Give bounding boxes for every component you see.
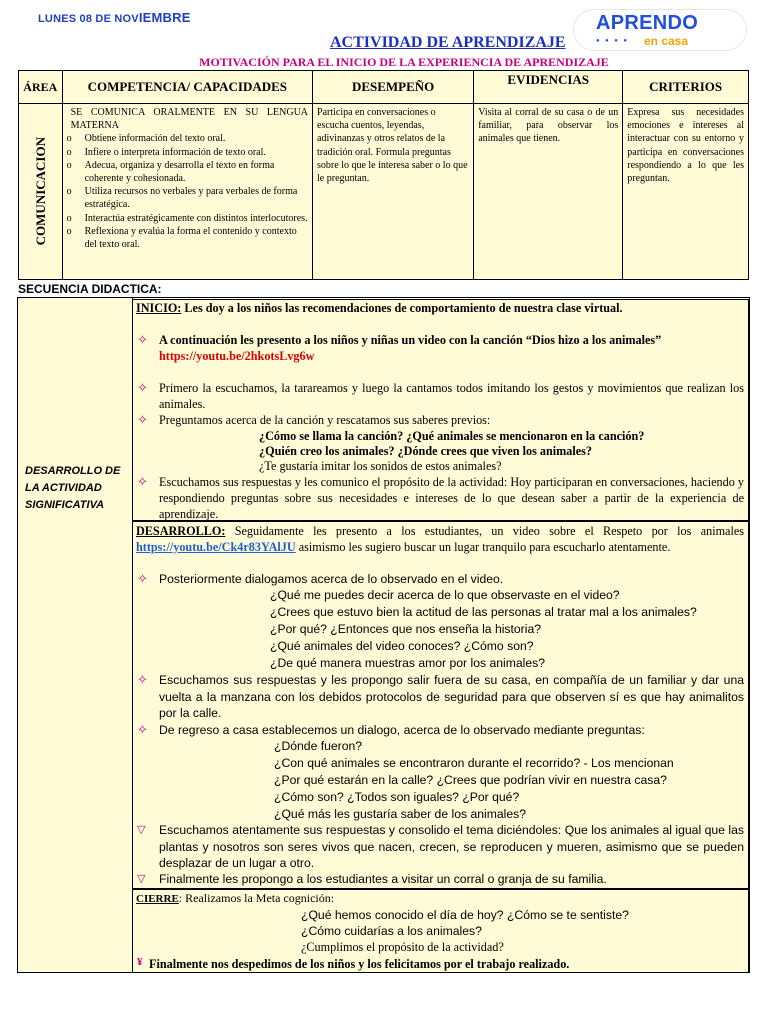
header-area: ÁREA [19, 71, 63, 104]
inicio-heading: INICIO: [136, 301, 182, 315]
area-label: COMUNICACION [32, 137, 48, 246]
list-item: o Infiere o interpreta información de texto oral. [67, 146, 308, 159]
inicio-item-3: Preguntamos acerca de la canción y rescatamos sus saberes previos: [159, 413, 491, 427]
video-link-1[interactable]: https://youtu.be/2hkotsLvg6w [159, 349, 315, 363]
cierre-closing: Finalmente nos despedimos de los niños y los felicitamos por el trabajo realizado. [149, 957, 570, 971]
page-subtitle: MOTIVACIÓN PARA EL INICIO DE LA EXPERIENCIA DE APRENDIZAJE [199, 55, 609, 69]
secuencia-label: SECUENCIA DIDACTICA: [18, 282, 162, 296]
evidencias-cell: Visita al corral de su casa o de un familiar, para observar los animales que tienen. [474, 104, 623, 280]
inicio-video-item: A continuación les presento a los niños y niñas un video con la canción “Dios hizo a los animales” https://youtu.be/2hkotsLvg6w [159, 333, 662, 363]
desarrollo-question-2: ¿Crees que estuvo bien la actitud de las personas al tratar mal a los animales? [270, 605, 697, 619]
capacidades-list [67, 132, 308, 251]
desarrollo-recorrido-1: ¿Dónde fueron? [274, 739, 363, 753]
page-title: ACTIVIDAD DE APRENDIZAJE [330, 34, 566, 51]
header-criterios: CRITERIOS [623, 71, 749, 104]
logo-subtext: en casa [644, 34, 689, 48]
activity-label: DESARROLLO DE LA ACTIVIDAD SIGNIFICATIVA [25, 465, 121, 512]
inicio-intro: INICIO: Les doy a los niños las recomendaciones de comportamiento de nuestra clase virtual. [136, 301, 623, 315]
cierre-question-2: ¿Cómo cuidarías a los animales? [301, 924, 482, 938]
diamond-bullet-icon: ✧ [137, 380, 148, 395]
desarrollo-heading: DESARROLLO: [136, 524, 226, 538]
list-item: o Interactúa estratégicamente con distintos interlocutores. [67, 212, 308, 225]
desarrollo-item-2: Escuchamos sus respuestas y les propongo salir fuera de su casa, en compañía de un familiar y dar una vuelta a la manzana con los debidos protocolos de seguridad para que observen sí es que hay animalitos por la calle. [159, 673, 744, 720]
header-evidencias: EVIDENCIAS [474, 71, 623, 104]
left-label-cell [18, 298, 133, 972]
competencia-cell [62, 104, 312, 280]
area-cell [19, 104, 63, 280]
desarrollo-recorrido-2: ¿Con qué animales se encontraron durante el recorrido? - Los mencionan [274, 756, 674, 770]
diamond-bullet-icon: ✧ [137, 672, 148, 687]
inicio-question-2: ¿Quién creo los animales? ¿Dónde crees que viven los animales? [259, 444, 593, 458]
aprendo-en-casa-logo [574, 10, 746, 50]
inicio-item-4: Escuchamos sus respuestas y les comunico el propósito de la actividad: Hoy participaran en conversaciones, haciendo y respondiendo preguntas sobre sus necesidades e intereses de lo que desean saber a partir de la experiencia de aprendizaje. [159, 475, 744, 521]
yen-bullet-icon: ¥ [137, 956, 143, 968]
list-item: o Reflexiona y evalúa la forma el contenido y contexto del texto oral. [67, 225, 308, 251]
desarrollo-recorrido-4: ¿Cómo son? ¿Todos son iguales? ¿Por qué? [274, 790, 520, 804]
diamond-bullet-icon: ✧ [137, 332, 148, 347]
criterios-cell: Expresa sus necesidades emociones e intereses al interactuar con su entorno y participa en conversaciones respondiendo a lo que les preguntan. [623, 104, 749, 280]
desarrollo-item-4: Escuchamos atentamente sus respuestas y consolido el tema diciéndoles: Que los animales al igual que las plantas y nosotros son seres vivos que nacen, crecen, se reproducen y mueren, asimismo que se pueden desplazar de un lugar a otro. [159, 823, 744, 870]
date-label: LUNES 08 DE NOVIEMBRE [38, 10, 191, 25]
desarrollo-question-5: ¿De qué manera muestras amor por los animales? [270, 656, 546, 670]
cierre-heading: CIERRE [136, 893, 179, 905]
diamond-bullet-icon: ✧ [137, 412, 148, 427]
diamond-bullet-icon: ✧ [137, 722, 148, 737]
competencia-title: SE COMUNICA ORALMENTE EN SU LENGUA MATERNA [70, 107, 309, 132]
desempeno-cell: Participa en conversaciones o escucha cuentos, leyendas, adivinanzas y otros relatos de la tradición oral. Formula preguntas sobre lo que le interesa saber o lo que le preguntan. [313, 104, 474, 280]
desarrollo-intro: DESARROLLO: Seguidamente les presento a los estudiantes, un video sobre el Respeto por los animales https://youtu.be/Ck4r83YAlJU asimismo les sugiero buscar un lugar tranquilo para escucharlo atentamente. [136, 524, 745, 554]
inicio-question-3: ¿Te gustaría imitar los sonidos de estos animales? [259, 459, 502, 473]
planning-table [18, 70, 749, 280]
triangle-bullet-icon: ▽ [137, 824, 146, 836]
desarrollo-question-4: ¿Qué animales del video conoces? ¿Cómo son? [270, 639, 534, 653]
inicio-question-1: ¿Cómo se llama la canción? ¿Qué animales se mencionaron en la canción? [259, 429, 645, 443]
list-item: o Utiliza recursos no verbales y para verbales de forma estratégica. [67, 185, 308, 211]
desarrollo-item-1: Posteriormente dialogamos acerca de lo observado en el video. [159, 572, 504, 586]
desarrollo-recorrido-3: ¿Por qué estarán en la calle? ¿Crees que podrían vivir en nuestra casa? [274, 773, 667, 787]
desarrollo-question-1: ¿Qué me puedes decir acerca de lo que observaste en el video? [270, 588, 620, 602]
cierre-question-1: ¿Qué hemos conocido el día de hoy? ¿Cómo se te sentiste? [301, 908, 629, 922]
desarrollo-item-5: Finalmente les propongo a los estudiantes a visitar un corral o granja de su familia. [159, 872, 607, 886]
triangle-bullet-icon: ▽ [137, 873, 146, 885]
inicio-item-2: Primero la escuchamos, la tarareamos y luego la cantamos todos imitando los gestos y movimientos que realizan los animales. [159, 381, 744, 411]
header-desempeno: DESEMPEÑO [313, 71, 474, 104]
logo-text: APRENDO [596, 12, 699, 34]
cierre-intro: CIERRE: Realizamos la Meta cognición: [136, 891, 335, 905]
desarrollo-item-3: De regreso a casa establecemos un dialogo, acerca de lo observado mediante preguntas: [159, 723, 645, 737]
logo-dots: ● ● ● ● [596, 38, 629, 44]
cierre-question-3: ¿Cumplimos el propósito de la actividad? [301, 940, 504, 954]
desarrollo-question-3: ¿Por qué? ¿Entonces que nos enseña la historia? [270, 622, 542, 636]
diamond-bullet-icon: ✧ [137, 571, 148, 586]
desarrollo-recorrido-5: ¿Qué más les gustaría saber de los animales? [274, 807, 526, 821]
header-competencia: COMPETENCIA/ CAPACIDADES [62, 71, 312, 104]
diamond-bullet-icon: ✧ [137, 474, 148, 489]
list-item: o Adecua, organiza y desarrolla el texto en forma coherente y cohesionada. [67, 159, 308, 185]
video-link-2[interactable]: https://youtu.be/Ck4r83YAlJU [136, 540, 296, 554]
list-item: o Obtiene información del texto oral. [67, 132, 308, 145]
